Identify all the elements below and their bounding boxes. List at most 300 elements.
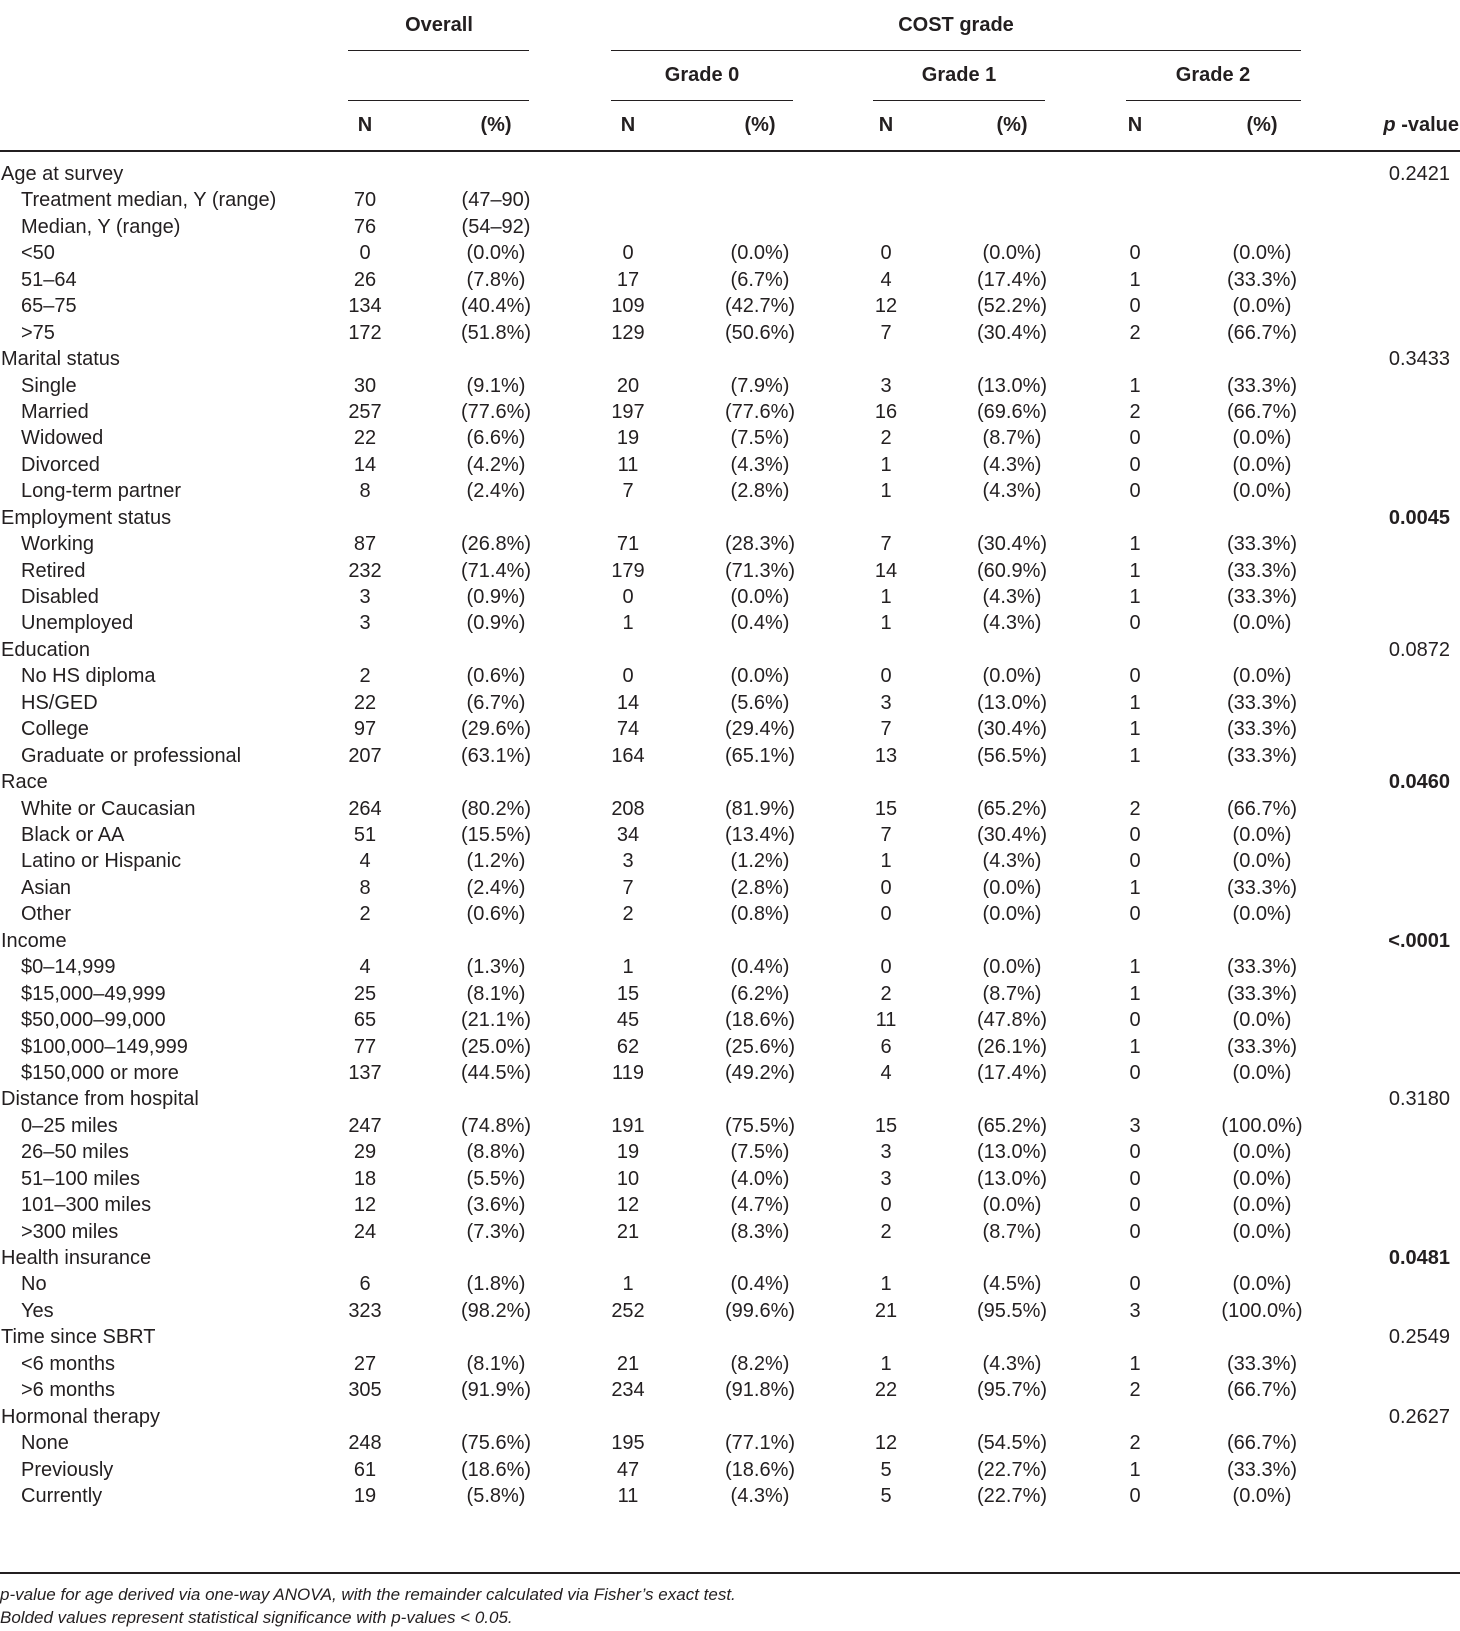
cell-grade2-n: 0 xyxy=(1129,1009,1141,1031)
cell-grade0-n: 119 xyxy=(612,1062,644,1084)
cell-grade1-n: 3 xyxy=(880,1168,892,1190)
cell-grade0-pct: (2.8%) xyxy=(730,877,790,899)
cell-grade1-pct: (4.3%) xyxy=(982,612,1042,634)
cell-grade1-n: 15 xyxy=(874,1115,898,1137)
cell-grade0-pct: (0.4%) xyxy=(730,612,790,634)
cell-grade2-pct: (33.3%) xyxy=(1226,692,1298,714)
cell-grade1-n: 7 xyxy=(880,718,892,740)
header-grade1-n: N xyxy=(878,114,894,136)
p-value: 0.3180 xyxy=(1388,1088,1450,1110)
rule-header-bottom xyxy=(0,150,1460,152)
cell-grade0-n: 129 xyxy=(611,322,645,344)
cell-grade2-pct: (100.0%) xyxy=(1221,1300,1303,1322)
cell-grade0-pct: (71.3%) xyxy=(724,560,796,582)
cell-overall-pct: (15.5%) xyxy=(460,824,532,846)
cell-grade1-pct: (30.4%) xyxy=(976,322,1048,344)
cell-overall-n: 232 xyxy=(348,560,382,582)
cell-overall-n: 0 xyxy=(359,242,371,264)
cell-grade1-pct: (17.4%) xyxy=(976,1062,1048,1084)
cell-grade1-n: 0 xyxy=(880,665,892,687)
cell-grade1-n: 15 xyxy=(874,798,898,820)
cell-grade2-n: 0 xyxy=(1129,1141,1141,1163)
cell-overall-n: 12 xyxy=(353,1194,377,1216)
row-label: Treatment median, Y (range) xyxy=(21,189,277,211)
cell-grade2-n: 2 xyxy=(1129,1379,1141,1401)
cell-overall-n: 264 xyxy=(348,798,382,820)
row-label: Retired xyxy=(21,560,86,582)
header-p-rest: -value xyxy=(1401,114,1459,136)
rule-grade1 xyxy=(873,100,1045,101)
cell-grade2-n: 0 xyxy=(1129,1273,1141,1295)
cell-grade1-n: 6 xyxy=(880,1036,892,1058)
cell-overall-pct: (6.6%) xyxy=(466,427,526,449)
cell-grade0-pct: (4.7%) xyxy=(730,1194,790,1216)
cell-overall-n: 4 xyxy=(359,956,371,978)
cell-overall-pct: (26.8%) xyxy=(460,533,532,555)
category-label: Hormonal therapy xyxy=(1,1406,160,1428)
cell-grade1-n: 5 xyxy=(880,1485,892,1507)
cell-grade1-n: 1 xyxy=(880,454,892,476)
cell-grade0-pct: (49.2%) xyxy=(724,1062,796,1084)
cell-grade2-pct: (0.0%) xyxy=(1232,1168,1292,1190)
cell-grade0-n: 19 xyxy=(616,1141,640,1163)
cell-overall-n: 19 xyxy=(353,1485,377,1507)
cell-grade0-n: 34 xyxy=(616,824,640,846)
row-label: $50,000–99,000 xyxy=(21,1009,166,1031)
cell-grade0-pct: (28.3%) xyxy=(724,533,796,555)
cell-overall-n: 134 xyxy=(348,295,382,317)
cell-grade1-n: 3 xyxy=(880,1141,892,1163)
cell-grade1-n: 12 xyxy=(874,1432,898,1454)
cell-grade2-pct: (0.0%) xyxy=(1232,612,1292,634)
cell-overall-n: 8 xyxy=(359,480,371,502)
cell-grade0-n: 0 xyxy=(622,665,634,687)
cell-overall-pct: (0.6%) xyxy=(466,665,526,687)
cell-grade0-pct: (25.6%) xyxy=(724,1036,796,1058)
cell-grade2-pct: (33.3%) xyxy=(1226,560,1298,582)
cell-grade1-n: 1 xyxy=(880,612,892,634)
cell-grade0-n: 12 xyxy=(616,1194,640,1216)
cell-grade2-pct: (0.0%) xyxy=(1232,824,1292,846)
cell-grade0-pct: (77.6%) xyxy=(724,401,796,423)
cell-grade0-pct: (8.3%) xyxy=(730,1221,790,1243)
cell-grade2-n: 1 xyxy=(1129,533,1141,555)
cell-grade2-pct: (33.3%) xyxy=(1226,745,1298,767)
cell-grade0-pct: (75.5%) xyxy=(724,1115,796,1137)
cell-grade1-pct: (65.2%) xyxy=(976,1115,1048,1137)
cell-grade0-pct: (1.2%) xyxy=(730,850,790,872)
cell-grade2-n: 0 xyxy=(1129,612,1141,634)
row-label: Median, Y (range) xyxy=(21,216,181,238)
cell-grade1-pct: (65.2%) xyxy=(976,798,1048,820)
cell-grade2-pct: (0.0%) xyxy=(1232,1141,1292,1163)
cell-grade2-pct: (33.3%) xyxy=(1226,983,1298,1005)
header-grade0-pct: (%) xyxy=(744,114,776,136)
cell-grade1-pct: (0.0%) xyxy=(982,956,1042,978)
cell-grade2-pct: (66.7%) xyxy=(1226,401,1298,423)
cell-grade1-n: 13 xyxy=(874,745,898,767)
row-label: Yes xyxy=(21,1300,54,1322)
p-value: 0.2549 xyxy=(1388,1326,1450,1348)
cell-grade1-pct: (56.5%) xyxy=(976,745,1048,767)
cell-grade0-n: 74 xyxy=(616,718,640,740)
cell-overall-n: 77 xyxy=(353,1036,377,1058)
cell-grade0-n: 0 xyxy=(622,242,634,264)
rule-overall-2 xyxy=(348,100,529,101)
cell-grade1-pct: (95.5%) xyxy=(976,1300,1048,1322)
cell-grade2-n: 0 xyxy=(1129,903,1141,925)
cell-grade1-n: 4 xyxy=(880,269,892,291)
cell-overall-n: 65 xyxy=(353,1009,377,1031)
cell-grade2-n: 1 xyxy=(1129,1036,1141,1058)
cell-overall-n: 29 xyxy=(353,1141,377,1163)
cell-grade1-n: 2 xyxy=(880,1221,892,1243)
cell-grade0-pct: (65.1%) xyxy=(724,745,796,767)
p-value: 0.0460 xyxy=(1388,771,1450,793)
cell-grade0-n: 197 xyxy=(611,401,645,423)
cell-overall-pct: (6.7%) xyxy=(466,692,526,714)
footnote-1: p-value for age derived via one-way ANOVA, with the remainder calculated via Fisher’s exact test. xyxy=(0,1585,736,1604)
cell-grade0-pct: (7.9%) xyxy=(730,375,790,397)
cell-overall-n: 30 xyxy=(353,375,377,397)
cell-grade2-n: 0 xyxy=(1129,850,1141,872)
cell-grade0-pct: (6.7%) xyxy=(730,269,790,291)
cell-overall-pct: (1.8%) xyxy=(466,1273,526,1295)
cell-grade1-pct: (4.3%) xyxy=(982,480,1042,502)
cell-grade1-n: 1 xyxy=(880,480,892,502)
cell-grade2-n: 1 xyxy=(1129,692,1141,714)
cell-grade0-pct: (7.5%) xyxy=(730,1141,790,1163)
cell-grade2-pct: (0.0%) xyxy=(1232,903,1292,925)
row-label: Other xyxy=(21,903,72,925)
category-label: Age at survey xyxy=(1,163,124,185)
row-label: <6 months xyxy=(21,1353,115,1375)
footnote-2: Bolded values represent statistical significance with p-values < 0.05. xyxy=(0,1608,513,1627)
cell-overall-pct: (0.0%) xyxy=(466,242,526,264)
cell-grade1-pct: (17.4%) xyxy=(976,269,1048,291)
cell-grade1-pct: (4.5%) xyxy=(982,1273,1042,1295)
cell-grade2-n: 0 xyxy=(1129,1485,1141,1507)
cell-grade1-pct: (30.4%) xyxy=(976,533,1048,555)
cell-grade0-pct: (7.5%) xyxy=(730,427,790,449)
rule-grade0 xyxy=(611,100,793,101)
cell-grade0-n: 14 xyxy=(616,692,640,714)
cell-grade2-n: 0 xyxy=(1129,480,1141,502)
cell-grade0-n: 252 xyxy=(611,1300,645,1322)
cell-grade0-n: 208 xyxy=(611,798,645,820)
p-value: 0.3433 xyxy=(1388,348,1450,370)
cell-grade2-pct: (33.3%) xyxy=(1226,586,1298,608)
cell-overall-n: 87 xyxy=(353,533,377,555)
cell-grade0-pct: (8.2%) xyxy=(730,1353,790,1375)
row-label: $150,000 or more xyxy=(21,1062,179,1084)
cell-grade2-pct: (33.3%) xyxy=(1226,1459,1298,1481)
cell-grade2-n: 2 xyxy=(1129,798,1141,820)
cell-grade2-n: 0 xyxy=(1129,1194,1141,1216)
cell-overall-pct: (5.8%) xyxy=(466,1485,526,1507)
cell-grade1-pct: (0.0%) xyxy=(982,1194,1042,1216)
category-label: Health insurance xyxy=(1,1247,152,1269)
header-overall: Overall xyxy=(405,14,473,36)
cell-grade2-pct: (33.3%) xyxy=(1226,1036,1298,1058)
cell-overall-n: 26 xyxy=(353,269,377,291)
cell-overall-pct: (74.8%) xyxy=(460,1115,532,1137)
cell-overall-n: 22 xyxy=(353,427,377,449)
category-label: Employment status xyxy=(1,507,172,529)
row-label: 51–64 xyxy=(21,269,77,291)
cell-overall-pct: (3.6%) xyxy=(466,1194,526,1216)
cell-overall-pct: (47–90) xyxy=(461,189,531,211)
cell-grade1-n: 1 xyxy=(880,850,892,872)
header-cost-grade: COST grade xyxy=(898,14,1014,36)
cell-grade0-pct: (91.8%) xyxy=(724,1379,796,1401)
rule-grade2 xyxy=(1126,100,1301,101)
cell-grade1-pct: (13.0%) xyxy=(976,1141,1048,1163)
cell-grade2-pct: (0.0%) xyxy=(1232,1221,1292,1243)
row-label: Unemployed xyxy=(21,612,134,634)
rule-overall xyxy=(348,50,529,51)
cell-grade1-pct: (54.5%) xyxy=(976,1432,1048,1454)
header-grade0: Grade 0 xyxy=(664,64,740,86)
cell-grade1-n: 0 xyxy=(880,1194,892,1216)
cell-grade2-pct: (33.3%) xyxy=(1226,269,1298,291)
cell-grade2-n: 1 xyxy=(1129,877,1141,899)
row-label: Graduate or professional xyxy=(21,745,242,767)
cell-overall-n: 4 xyxy=(359,850,371,872)
cell-grade0-n: 20 xyxy=(616,375,640,397)
row-label: College xyxy=(21,718,89,740)
row-label: Asian xyxy=(21,877,72,899)
row-label: Long-term partner xyxy=(21,480,182,502)
row-label: HS/GED xyxy=(21,692,98,714)
cell-grade1-n: 7 xyxy=(880,824,892,846)
cell-overall-n: 323 xyxy=(348,1300,382,1322)
cell-grade0-n: 191 xyxy=(611,1115,645,1137)
cell-overall-pct: (7.8%) xyxy=(466,269,526,291)
cell-grade1-n: 0 xyxy=(880,242,892,264)
cell-overall-pct: (2.4%) xyxy=(466,877,526,899)
cell-grade0-n: 10 xyxy=(616,1168,640,1190)
cell-grade2-n: 1 xyxy=(1129,1459,1141,1481)
cell-grade1-n: 0 xyxy=(880,956,892,978)
cell-grade0-n: 179 xyxy=(611,560,645,582)
cell-grade0-n: 11 xyxy=(617,1485,639,1507)
cell-overall-pct: (1.3%) xyxy=(466,956,526,978)
cell-grade2-pct: (33.3%) xyxy=(1226,533,1298,555)
cell-grade2-n: 0 xyxy=(1129,295,1141,317)
cell-overall-pct: (8.1%) xyxy=(466,983,526,1005)
cell-overall-n: 61 xyxy=(353,1459,377,1481)
row-label: $0–14,999 xyxy=(21,956,116,978)
cell-grade2-pct: (0.0%) xyxy=(1232,427,1292,449)
cell-overall-pct: (98.2%) xyxy=(460,1300,532,1322)
cell-grade1-pct: (13.0%) xyxy=(976,375,1048,397)
cell-grade0-pct: (6.2%) xyxy=(730,983,790,1005)
cell-grade1-pct: (4.3%) xyxy=(982,586,1042,608)
category-label: Income xyxy=(1,930,67,952)
cell-grade1-n: 12 xyxy=(874,295,898,317)
cell-overall-pct: (8.8%) xyxy=(466,1141,526,1163)
cell-grade2-n: 0 xyxy=(1129,824,1141,846)
cell-overall-pct: (29.6%) xyxy=(460,718,532,740)
cell-overall-pct: (54–92) xyxy=(461,216,531,238)
row-label: >75 xyxy=(21,322,55,344)
cell-grade2-n: 3 xyxy=(1129,1115,1141,1137)
header-p-value xyxy=(1383,112,1459,139)
cell-grade1-pct: (4.3%) xyxy=(982,1353,1042,1375)
cell-grade2-n: 0 xyxy=(1129,665,1141,687)
cell-grade1-n: 7 xyxy=(880,533,892,555)
cell-grade0-pct: (18.6%) xyxy=(724,1459,796,1481)
cell-overall-n: 2 xyxy=(359,903,371,925)
cell-grade0-pct: (5.6%) xyxy=(730,692,790,714)
cell-grade1-n: 1 xyxy=(880,1273,892,1295)
cell-overall-n: 6 xyxy=(359,1273,371,1295)
category-label: Distance from hospital xyxy=(1,1088,199,1110)
cell-grade2-pct: (0.0%) xyxy=(1232,454,1292,476)
cell-overall-pct: (4.2%) xyxy=(466,454,526,476)
cell-overall-n: 27 xyxy=(353,1353,377,1375)
cell-grade1-n: 11 xyxy=(875,1009,897,1031)
cell-grade2-pct: (33.3%) xyxy=(1226,956,1298,978)
cell-grade0-n: 62 xyxy=(616,1036,640,1058)
cell-grade1-pct: (60.9%) xyxy=(976,560,1048,582)
cell-overall-n: 247 xyxy=(348,1115,382,1137)
cell-overall-pct: (25.0%) xyxy=(460,1036,532,1058)
cell-grade2-n: 0 xyxy=(1129,427,1141,449)
cell-overall-n: 3 xyxy=(359,612,371,634)
cell-grade2-pct: (33.3%) xyxy=(1226,877,1298,899)
cell-grade0-pct: (0.0%) xyxy=(730,242,790,264)
cell-grade0-n: 47 xyxy=(616,1459,640,1481)
cell-overall-n: 2 xyxy=(359,665,371,687)
cell-grade1-pct: (30.4%) xyxy=(976,718,1048,740)
row-label: Widowed xyxy=(21,427,104,449)
cell-grade2-pct: (66.7%) xyxy=(1226,1432,1298,1454)
header-grade1: Grade 1 xyxy=(921,64,997,86)
cell-grade0-n: 0 xyxy=(622,586,634,608)
rule-table-bottom xyxy=(0,1572,1460,1574)
cell-grade1-pct: (8.7%) xyxy=(982,427,1042,449)
cell-grade1-n: 3 xyxy=(880,375,892,397)
cell-grade2-pct: (33.3%) xyxy=(1226,1353,1298,1375)
cell-overall-pct: (0.9%) xyxy=(466,586,526,608)
header-overall-n: N xyxy=(357,114,373,136)
cell-overall-pct: (77.6%) xyxy=(460,401,532,423)
cell-grade2-n: 0 xyxy=(1129,1168,1141,1190)
cell-grade2-pct: (0.0%) xyxy=(1232,1273,1292,1295)
cell-overall-pct: (71.4%) xyxy=(460,560,532,582)
row-label: No HS diploma xyxy=(21,665,156,687)
row-label: Disabled xyxy=(21,586,99,608)
cell-grade2-pct: (0.0%) xyxy=(1232,242,1292,264)
cell-grade1-pct: (47.8%) xyxy=(976,1009,1048,1031)
cell-grade1-pct: (69.6%) xyxy=(976,401,1048,423)
cell-grade0-n: 109 xyxy=(611,295,645,317)
cell-overall-n: 207 xyxy=(348,745,382,767)
cell-grade1-n: 22 xyxy=(874,1379,898,1401)
row-label: 51–100 miles xyxy=(21,1168,140,1190)
cell-grade1-pct: (0.0%) xyxy=(982,877,1042,899)
cell-grade2-n: 2 xyxy=(1129,1432,1141,1454)
cell-grade2-n: 1 xyxy=(1129,1353,1141,1375)
cell-grade1-pct: (4.3%) xyxy=(982,454,1042,476)
cell-grade1-n: 16 xyxy=(874,401,898,423)
cell-grade0-n: 11 xyxy=(617,454,639,476)
cell-grade2-pct: (33.3%) xyxy=(1226,718,1298,740)
cell-overall-n: 22 xyxy=(353,692,377,714)
cell-grade1-pct: (52.2%) xyxy=(976,295,1048,317)
header-grade1-pct: (%) xyxy=(996,114,1028,136)
cell-overall-n: 305 xyxy=(348,1379,382,1401)
cell-grade0-pct: (4.0%) xyxy=(730,1168,790,1190)
cell-grade1-n: 7 xyxy=(880,322,892,344)
cell-grade0-n: 21 xyxy=(616,1221,640,1243)
cell-grade0-n: 1 xyxy=(622,1273,634,1295)
cell-grade1-n: 1 xyxy=(880,1353,892,1375)
cell-overall-pct: (91.9%) xyxy=(460,1379,532,1401)
cell-grade2-pct: (0.0%) xyxy=(1232,1194,1292,1216)
cell-grade0-n: 19 xyxy=(616,427,640,449)
cell-grade1-pct: (22.7%) xyxy=(976,1459,1048,1481)
header-grade2: Grade 2 xyxy=(1175,64,1251,86)
row-label: 26–50 miles xyxy=(21,1141,129,1163)
cell-grade0-n: 164 xyxy=(611,745,645,767)
cell-overall-n: 248 xyxy=(348,1432,382,1454)
row-label: Currently xyxy=(21,1485,103,1507)
cell-grade2-n: 1 xyxy=(1129,586,1141,608)
cell-grade0-pct: (0.4%) xyxy=(730,1273,790,1295)
cell-grade1-n: 0 xyxy=(880,903,892,925)
p-value: 0.0872 xyxy=(1388,639,1450,661)
cell-grade2-pct: (66.7%) xyxy=(1226,1379,1298,1401)
cell-overall-pct: (9.1%) xyxy=(466,375,526,397)
cell-grade0-n: 195 xyxy=(611,1432,645,1454)
cell-grade0-pct: (18.6%) xyxy=(724,1009,796,1031)
cell-grade1-pct: (8.7%) xyxy=(982,983,1042,1005)
cell-grade2-n: 0 xyxy=(1129,1062,1141,1084)
cell-grade1-pct: (13.0%) xyxy=(976,1168,1048,1190)
p-value: 0.0481 xyxy=(1388,1247,1450,1269)
cell-grade1-pct: (95.7%) xyxy=(976,1379,1048,1401)
header-p-italic: p xyxy=(1383,114,1396,136)
row-label: 101–300 miles xyxy=(21,1194,152,1216)
cell-grade0-pct: (29.4%) xyxy=(724,718,796,740)
category-label: Marital status xyxy=(1,348,120,370)
cell-grade0-pct: (99.6%) xyxy=(724,1300,796,1322)
cell-grade0-pct: (0.0%) xyxy=(730,665,790,687)
cell-overall-pct: (0.6%) xyxy=(466,903,526,925)
cell-grade0-pct: (0.8%) xyxy=(730,903,790,925)
cell-overall-n: 97 xyxy=(353,718,377,740)
cell-grade2-pct: (0.0%) xyxy=(1232,1485,1292,1507)
row-label: Latino or Hispanic xyxy=(21,850,182,872)
cell-grade2-pct: (100.0%) xyxy=(1221,1115,1303,1137)
row-label: Single xyxy=(21,375,77,397)
cell-grade1-n: 2 xyxy=(880,427,892,449)
p-value: <.0001 xyxy=(1388,930,1450,952)
cell-overall-n: 137 xyxy=(348,1062,382,1084)
header-grade2-pct: (%) xyxy=(1246,114,1278,136)
cell-overall-pct: (21.1%) xyxy=(460,1009,532,1031)
cell-grade1-n: 1 xyxy=(880,586,892,608)
category-label: Education xyxy=(1,639,90,661)
rule-cost-grade xyxy=(611,50,1301,51)
cell-grade0-n: 234 xyxy=(611,1379,645,1401)
row-label: Working xyxy=(21,533,94,555)
cell-grade2-pct: (0.0%) xyxy=(1232,295,1292,317)
cell-grade2-n: 0 xyxy=(1129,454,1141,476)
